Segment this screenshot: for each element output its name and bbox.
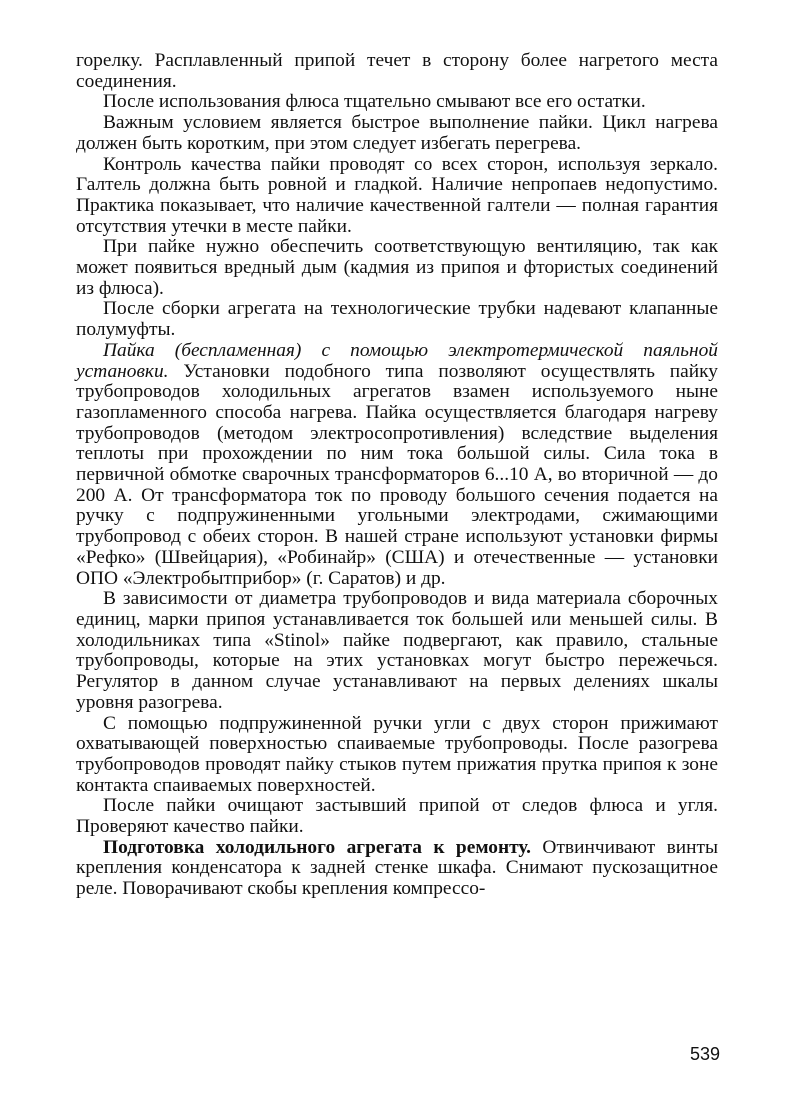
- paragraph-4: Контроль качества пайки проводят со всех сторон, используя зеркало. Галтель должна быть ровной и гладкой. Наличие непропаев недопустимо. Практика показывает, что наличие качественной галтели — полная гарантия отсутствия утечки в месте пайки.: [76, 153, 718, 237]
- paragraph-9: С помощью подпружиненной ручки угли с двух сторон прижимают охватывающей поверхностью спаиваемые трубопроводы. После разогрева трубопроводов проводят пайку стыков путем прижатия прутка припоя к зоне контакта спаиваемых поверхностей.: [76, 712, 718, 796]
- paragraph-6: После сборки агрегата на технологические трубки надевают клапанные полумуфты.: [76, 298, 718, 341]
- paragraph-3: Важным условием является быстрое выполнение пайки. Цикл нагрева должен быть коротким, при этом следует избегать перегрева.: [76, 112, 718, 154]
- italic-heading: Пайка (беспламенная) с помощью электротермической паяльной установки.: [76, 339, 718, 382]
- paragraph-7: [76, 341, 718, 589]
- page-number: 539: [689, 1044, 720, 1064]
- paragraph-11-text: Отвинчивают винты крепления конденсатора к задней стенке шкафа. Снимают пускозащитное реле. Поворачивают скобы крепления компрессо-: [76, 836, 718, 900]
- paragraph-2: После использования флюса тщательно смывают все его остатки.: [103, 91, 646, 113]
- bold-heading: Подготовка холодильного агрегата к ремонту.: [103, 836, 532, 858]
- paragraph-7-text: Установки подобного типа позволяют осуществлять пайку трубопроводов холодильных агрегатов взамен используемого ныне газопламенного способа нагрева. Пайка осуществляется благодаря нагреву трубопроводов (методом электросопротивления) вследствие выделения теплоты при прохождении по ним тока большой силы. Сила тока в первичной обмотке сварочных трансформаторов 6...10 А, во вторичной — до 200 А. От трансформатора ток по проводу большого сечения подается на ручку с подпружиненными угольными электродами, сжимающими трубопровод с обеих сторон. В нашей стране используют установки фирмы «Рефко» (Швейцария), «Робинайр» (США) и отечественные — установки ОПО «Электробытприбор» (г. Саратов) и др.: [76, 360, 718, 589]
- paragraph-1: горелку. Расплавленный припой течет в сторону более нагретого места соединения.: [76, 50, 718, 92]
- paragraph-5: При пайке нужно обеспечить соответствующую вентиляцию, так как может появиться вредный дым (кадмия из припоя и фтористых соединений из флюса).: [76, 236, 718, 299]
- body-text: [76, 51, 718, 900]
- paragraph-10: После пайки очищают застывший припой от следов флюса и угля. Проверяют качество пайки.: [76, 795, 718, 838]
- paragraph-11: [76, 838, 718, 900]
- paragraph-8: В зависимости от диаметра трубопроводов и вида материала сборочных единиц, марки припоя устанавливается ток большей или меньшей силы. В холодильниках типа «Stinol» пайке подвергают, как правило, стальные трубопроводы, которые на этих установках могут быстро пережечься. Регулятор в данном случае устанавливают на первых делениях шкалы уровня разогрева.: [76, 588, 718, 713]
